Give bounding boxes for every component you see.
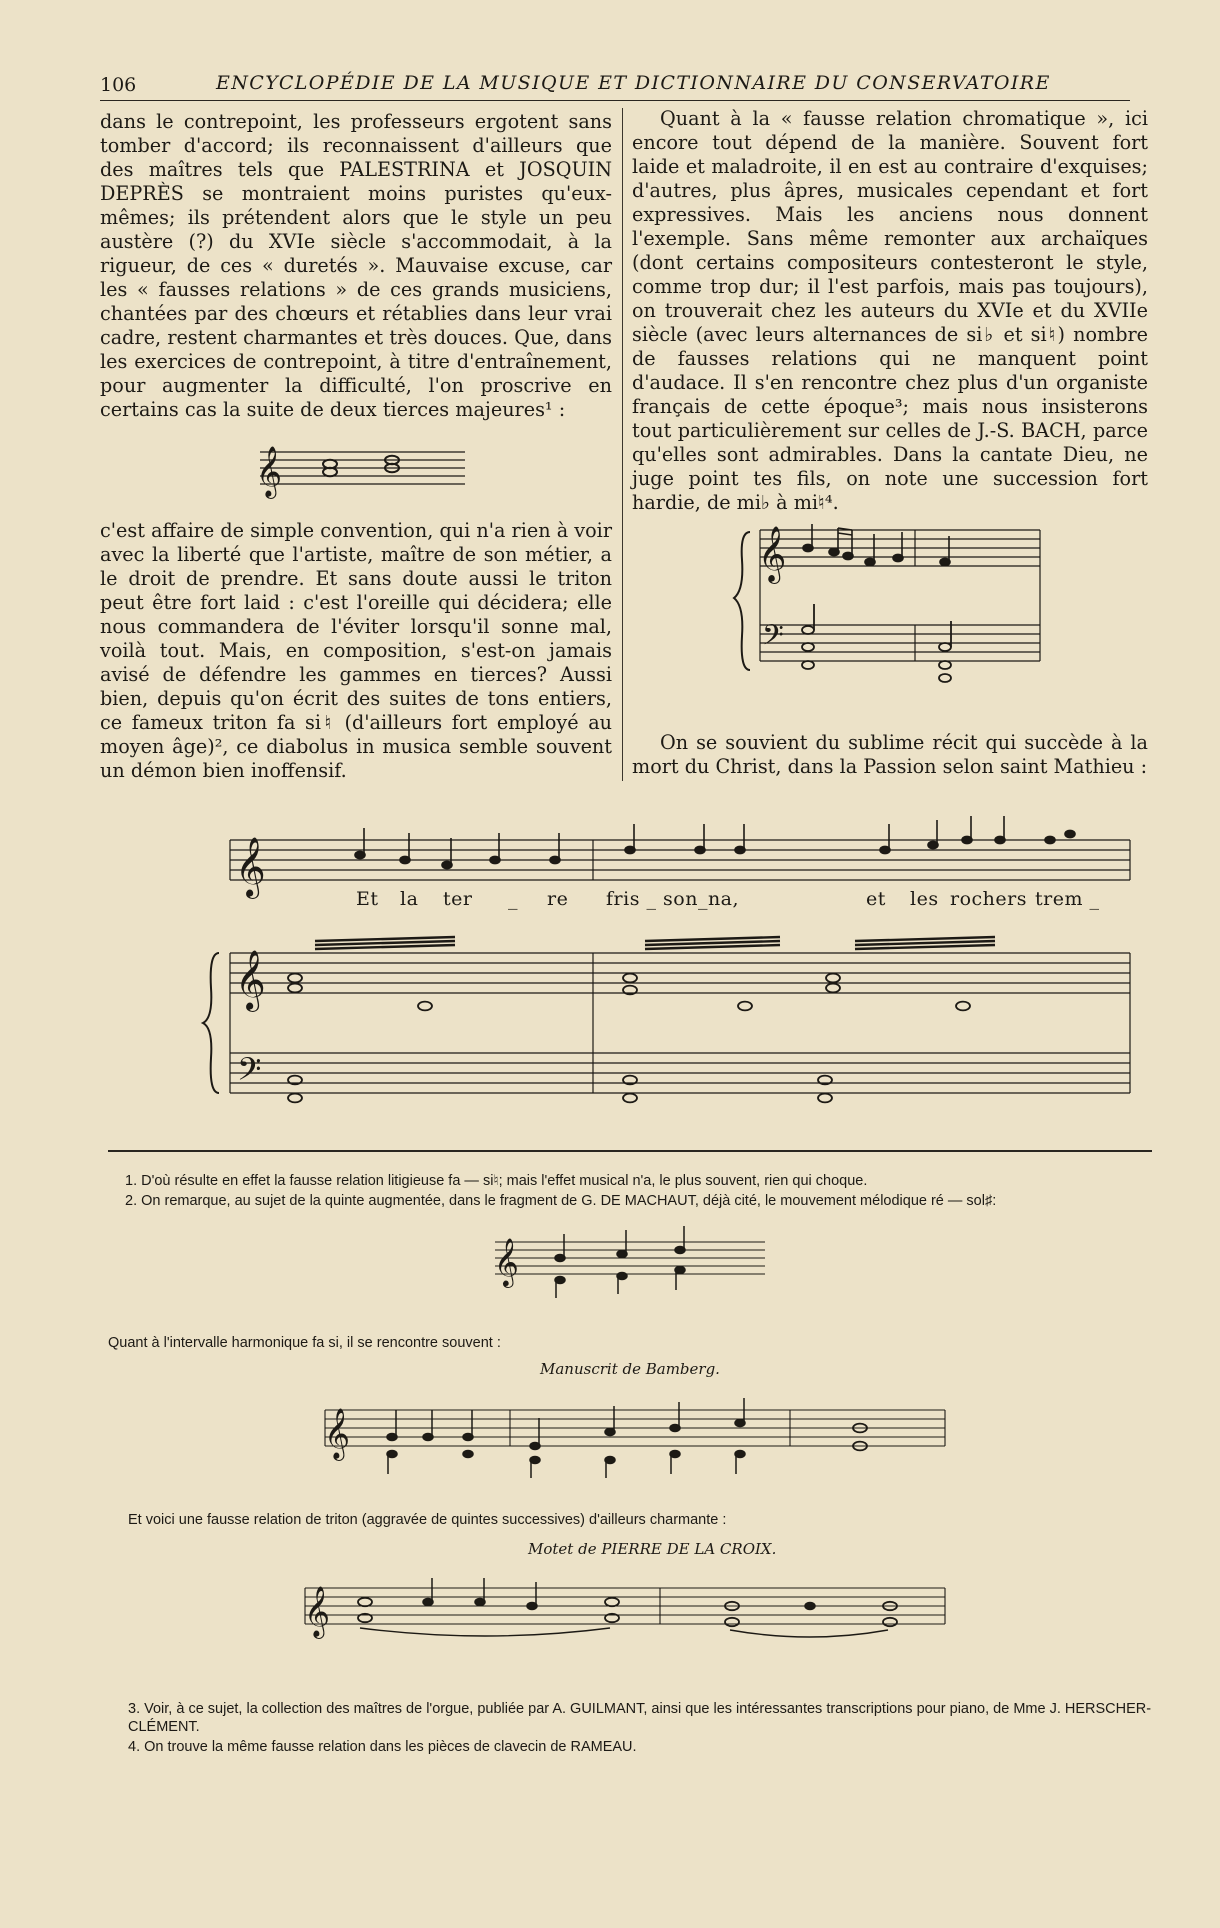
caption-triton: Et voici une fausse relation de triton (aggravée de quintes successives) d'ailleurs charmante : — [128, 1512, 727, 1528]
lyric-syllable: Et — [356, 888, 379, 910]
left-paragraph-2-text: c'est affaire de simple convention, qui n'a rien à voir avec la liberté que l'artiste, maître de son métier, a le droit de prendre. Et sans doute aussi le triton peut être fort laid : c'est l'oreille qui décidera; elle nous commandera de l'éviter lorsqu'il sonne mal, voilà tout. Mais, en composition, s'est-on jamais avisé de défendre les gammes en tierces? Aussi bien, depuis qu'on écrit des suites de tons entiers, ce fameux triton fa si♮ (d'ailleurs fort employé au moyen âge)², ce diabolus in musica semble souvent un démon bien inoffensif. — [100, 519, 612, 782]
source-motet: Motet de PIERRE DE LA CROIX. — [528, 1540, 777, 1558]
right-paragraph-1-text: Quant à la « fausse relation chromatique », ici encore tout dépend de la manière. Souvent fort laide et maladroite, il en est au contraire d'exquises; d'autres, plus âpres, musicales cependant et fort expressives. Mais les anciens nous donnent l'exemple. Sans même remonter aux archaïques (dont certains compositeurs contesteront le style, comme trop dur; il l'est parfois, mais pas toujours), on trouverait chez les auteurs du XVIe et du XVIIe siècle (avec leurs alternances de si♭ et si♮) nombre de fausses relations qui ne manquent point d'audace. Il s'en rencontre chez plus d'un organiste français de cette époque³; mais nous insisterons tout particulièrement sur celles de J.-S. BACH, parce qu'elles sont admirables. Dans la cantate Dieu, ne juge point tes fils, on note une succession fort hardie, de mi♭ à mi♮⁴. — [632, 107, 1148, 514]
running-title: ENCYCLOPÉDIE DE LA MUSIQUE ET DICTIONNAIRE DU CONSERVATOIRE — [216, 72, 1051, 94]
lyric-syllable: ter — [443, 888, 473, 910]
column-divider — [622, 108, 623, 781]
lyric-syllable: la — [400, 888, 419, 910]
music-example-augmented-fifth — [490, 1230, 770, 1300]
lyric-syllable: les — [910, 888, 939, 910]
right-column-paragraph-2 — [632, 731, 1148, 779]
left-column-paragraph-1 — [100, 110, 612, 422]
treble-clef-icon: 𝄞 — [235, 837, 266, 897]
music-example-cantata — [740, 520, 1045, 700]
treble-clef-icon: 𝄞 — [758, 526, 787, 582]
lyric-syllable: re — [547, 888, 569, 910]
music-example-motet — [300, 1578, 950, 1648]
page-number: 106 — [100, 74, 137, 96]
caption-intervalle: Quant à l'intervalle harmonique fa si, il se rencontre souvent : — [108, 1335, 501, 1351]
running-header — [100, 72, 1130, 101]
footnote-4: 4. On trouve la même fausse relation dans les pièces de clavecin de RAMEAU. — [128, 1739, 637, 1755]
left-paragraph-1-text: dans le contrepoint, les professeurs ergotent sans tomber d'accord; ils reconnaissent d'ailleurs que des maîtres tels que PALESTRINA et JOSQUIN DEPRÈS se montraient moins puristes qu'eux-mêmes; ils prétendent alors que le style un peu austère (?) du XVIe siècle s'accommodait, à la rigueur, de ces « duretés ». Mauvaise excuse, car les « fausses relations » de ces grands musiciens, chantées par des chœurs et rétablies dans leur vrai cadre, restent charmantes et très douces. Que, dans les exercices de contrepoint, à titre d'entraînement, pour augmenter la difficulté, l'on proscrive en certains cas la suite de deux tierces majeures¹ : — [100, 110, 612, 421]
treble-clef-icon: 𝄞 — [304, 1586, 331, 1637]
footnote-3: 3. Voir, à ce sujet, la collection des maîtres de l'orgue, publiée par A. GUILMANT, ainsi que les intéressantes transcriptions pour piano, de Mme J. HERSCHER-CLÉMENT. — [128, 1701, 1152, 1735]
music-example-passion — [205, 818, 1145, 1108]
treble-clef-icon: 𝄞 — [256, 446, 283, 497]
lyric-syllable: et — [866, 888, 886, 910]
lyric-syllable: trem _ — [1035, 888, 1100, 910]
left-column-paragraph-2 — [100, 519, 612, 783]
footnote-1: 1. D'où résulte en effet la fausse relation litigieuse fa — si♮; mais l'effet musical n'a, le plus souvent, rien qui choque. — [125, 1173, 868, 1189]
right-column-paragraph-1 — [632, 107, 1148, 515]
lyric-syllable: _ — [508, 888, 518, 910]
treble-clef-icon: 𝄞 — [494, 1237, 519, 1286]
music-example-bamberg — [320, 1398, 950, 1478]
music-example-two-thirds — [250, 438, 470, 504]
treble-clef-icon: 𝄞 — [324, 1408, 351, 1459]
right-paragraph-2-text: On se souvient du sublime récit qui succède à la mort du Christ, dans la Passion selon saint Mathieu : — [632, 731, 1148, 778]
bass-clef-icon: 𝄢 — [762, 619, 784, 659]
treble-clef-icon: 𝄞 — [235, 950, 266, 1010]
lyric-syllable: rochers — [950, 888, 1027, 910]
footnote-separator — [108, 1150, 1152, 1152]
source-bamberg: Manuscrit de Bamberg. — [540, 1360, 720, 1378]
bass-clef-icon: 𝄢 — [237, 1051, 262, 1095]
footnote-2: 2. On remarque, au sujet de la quinte augmentée, dans le fragment de G. DE MACHAUT, déjà cité, le mouvement mélodique ré — sol♯: — [125, 1193, 997, 1209]
lyric-syllable: fris _ son_na, — [606, 888, 740, 910]
